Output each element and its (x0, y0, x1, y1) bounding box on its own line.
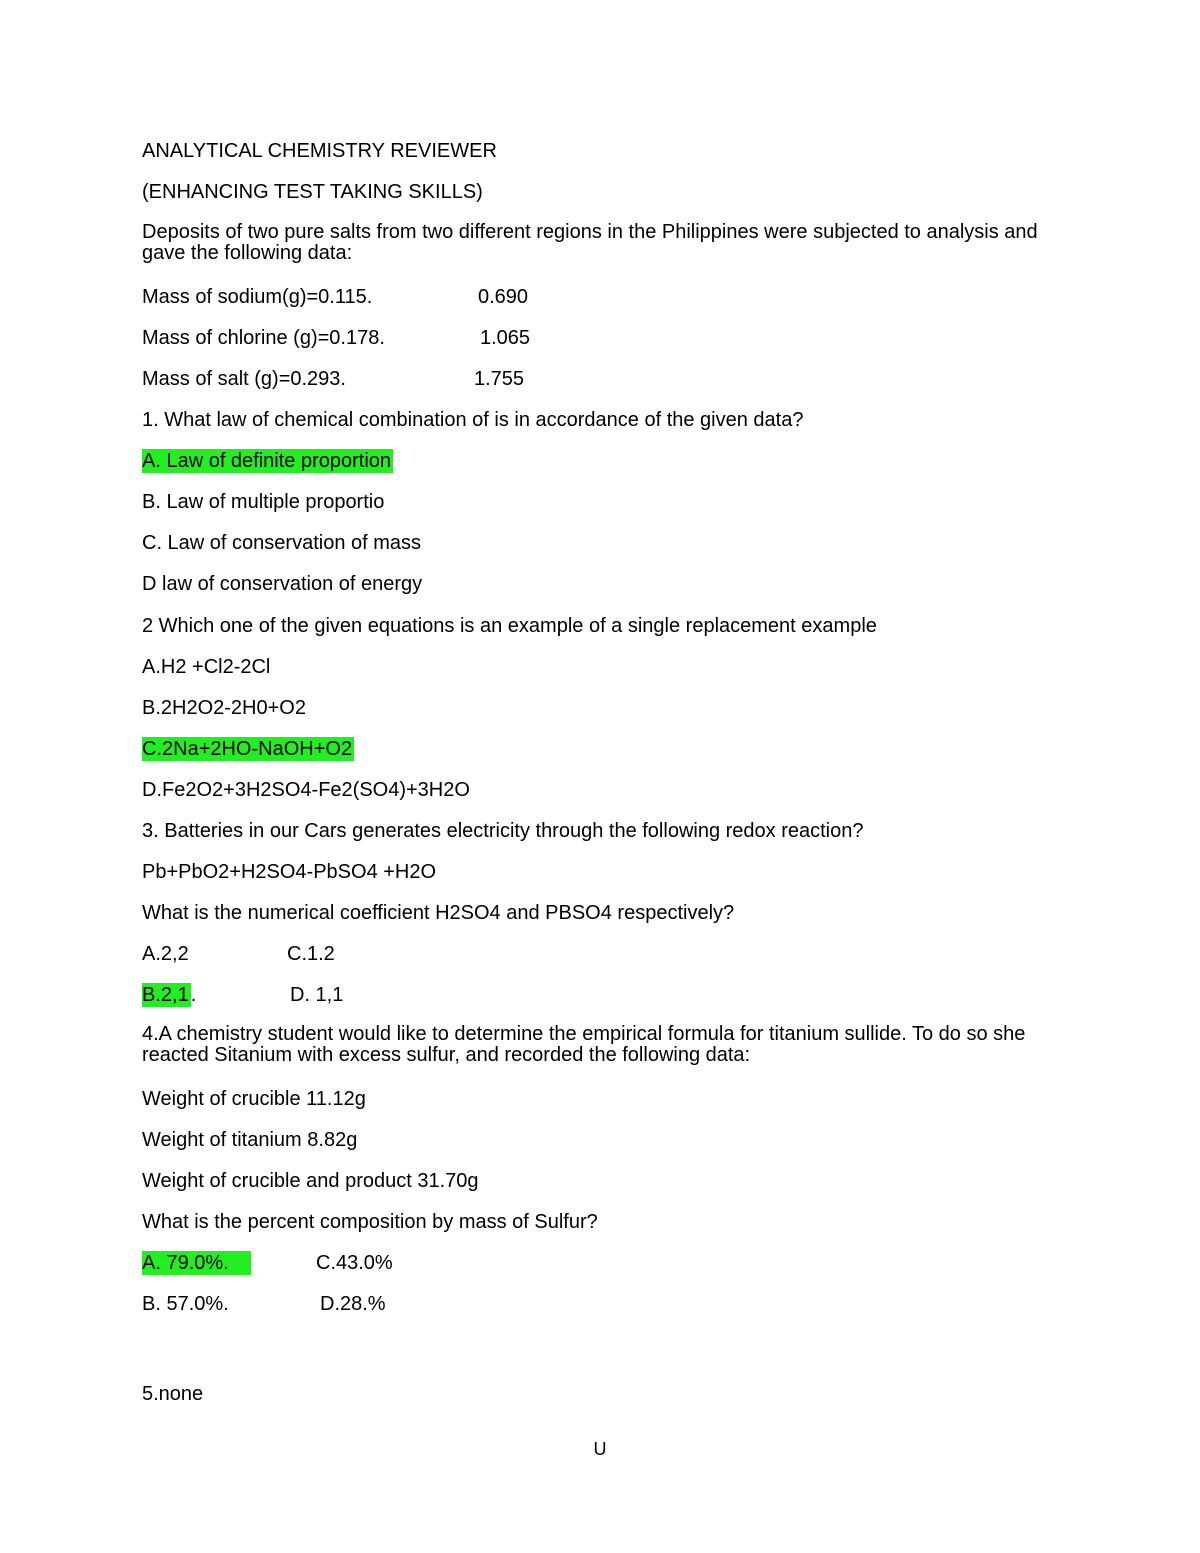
data-row (142, 285, 529, 309)
q1-option-d: D law of conservation of energy (142, 573, 423, 595)
intro-paragraph: Deposits of two pure salts from two different regions in the Philippines were subjected to analysis and gave the following data: (142, 221, 1038, 264)
q3-option-d: D. 1,1 (290, 984, 344, 1006)
document-subtitle: (ENHANCING TEST TAKING SKILLS) (142, 181, 483, 203)
data-row-label: Mass of salt (g)=0.293. (142, 368, 346, 390)
q3-option-a: A.2,2 (142, 943, 189, 965)
q1-option-a (142, 449, 393, 473)
question-5: 5.none (142, 1383, 204, 1405)
q1-option-c: C. Law of conservation of mass (142, 532, 422, 554)
q4-data-row: Weight of crucible and product 31.70g (142, 1170, 479, 1192)
question-4: 4.A chemistry student would like to determine the empirical formula for titanium sullide. To do so she reacted Sitanium with excess sulfur, and recorded the following data: (142, 1023, 1026, 1066)
q2-option-b: B.2H2O2-2H0+O2 (142, 697, 306, 719)
q1-option-b: B. Law of multiple proportio (142, 491, 385, 513)
q3-option-b-tail: . (190, 984, 197, 1006)
answer-highlight: C.2Na+2HO-NaOH+O2 (142, 738, 353, 760)
data-row (142, 326, 531, 350)
q3-reaction: Pb+PbO2+H2SO4-PbSO4 +H2O (142, 861, 437, 883)
answer-highlight: A. 79.0%. (142, 1251, 251, 1275)
document-title: ANALYTICAL CHEMISTRY REVIEWER (142, 140, 497, 162)
q3-sub-question: What is the numerical coefficient H2SO4 and PBSO4 respectively? (142, 902, 735, 924)
q2-option-d: D.Fe2O2+3H2SO4-Fe2(SO4)+3H2O (142, 779, 470, 801)
data-row-value: 0.690 (478, 286, 529, 308)
q4-options-row-1 (142, 1251, 393, 1275)
data-row-value: 1.065 (480, 327, 531, 349)
data-row-value: 1.755 (474, 368, 525, 390)
question-3: 3. Batteries in our Cars generates electricity through the following redox reaction? (142, 820, 864, 842)
data-row-label: Mass of sodium(g)=0.115. (142, 286, 373, 308)
q4-option-c: C.43.0% (316, 1252, 393, 1274)
q3-options-row-2 (142, 983, 344, 1007)
page-footer: U (593, 1439, 607, 1459)
q4-option-d: D.28.% (320, 1293, 386, 1315)
q4-data-row: Weight of titanium 8.82g (142, 1129, 358, 1151)
question-2: 2 Which one of the given equations is an example of a single replacement example (142, 615, 877, 637)
q2-option-c (142, 737, 354, 761)
q2-option-a: A.H2 +Cl2-2Cl (142, 656, 271, 678)
q3-options-row-1 (142, 942, 335, 966)
answer-highlight: A. Law of definite proportion (142, 450, 392, 472)
q4-sub-question: What is the percent composition by mass of Sulfur? (142, 1211, 598, 1233)
q3-option-c: C.1.2 (287, 943, 335, 965)
q4-option-b: B. 57.0%. (142, 1293, 229, 1315)
q4-data-row: Weight of crucible 11.12g (142, 1088, 366, 1110)
data-row (142, 367, 525, 391)
data-row-label: Mass of chlorine (g)=0.178. (142, 327, 385, 349)
q4-options-row-2 (142, 1292, 386, 1316)
answer-highlight: B.2,1 (142, 984, 189, 1006)
question-1: 1. What law of chemical combination of is in accordance of the given data? (142, 409, 804, 431)
